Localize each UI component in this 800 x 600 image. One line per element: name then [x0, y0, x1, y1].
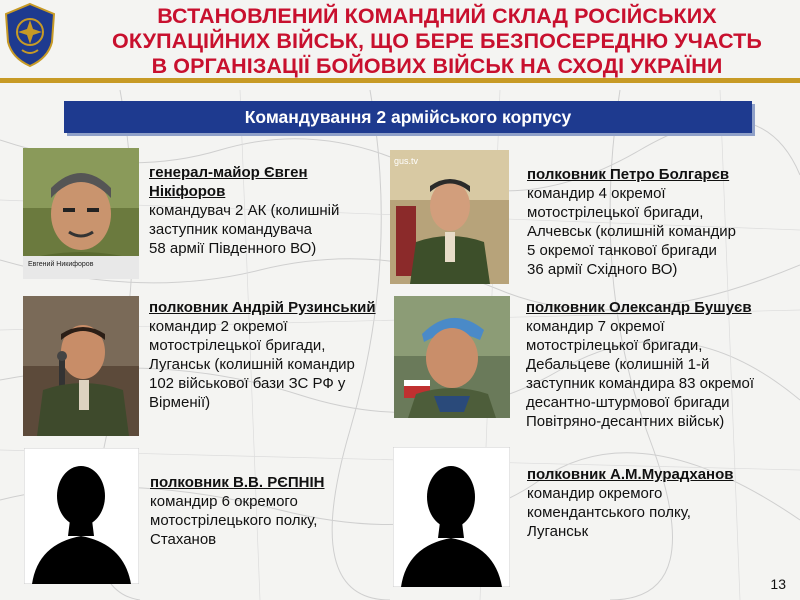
photo-caption-bolgarev: gus.tv — [394, 156, 419, 166]
header-divider — [0, 78, 800, 83]
page-number: 13 — [770, 576, 786, 592]
officer-photo-nikiforov — [23, 148, 139, 279]
officer-photo-ruzinsky — [23, 296, 139, 436]
officer-name: генерал-майор Євген Нікіфоров — [149, 164, 308, 200]
officer-description: командир 4 окремої мотострілецької бригади, Алчевськ (колишній командир 5 окремої танкової бригади 36 армії Східного ВО) — [527, 185, 736, 278]
officer-name: полковник В.В. РЄПНІН — [150, 474, 325, 491]
officer-description: командувач 2 АК (колишній заступник командувача 58 армії Південного ВО) — [149, 202, 340, 257]
title-line-1: ВСТАНОВЛЕНИЙ КОМАНДНИЙ СКЛАД РОСІЙСЬКИХ — [157, 4, 717, 28]
intelligence-emblem-icon — [2, 2, 58, 68]
officer-silhouette-repnin — [24, 448, 139, 584]
officer-description: командир окремого комендантського полку, Луганськ — [527, 485, 691, 540]
officer-bio — [526, 298, 786, 431]
officer-bio — [149, 163, 379, 258]
officer-photo-bolgarev — [390, 150, 509, 284]
title-line-2: ОКУПАЦІЙНИХ ВІЙСЬК, ЩО БЕРЕ БЕЗПОСЕРЕДНЮ УЧАСТЬ — [112, 29, 762, 53]
officer-silhouette-muradkhanov — [393, 447, 510, 587]
officer-name: полковник А.М.Мурадханов — [527, 466, 734, 483]
officer-description: командир 6 окремого мотострілецького полку, Стаханов — [150, 493, 318, 548]
officer-name: полковник Олександр Бушуєв — [526, 299, 752, 316]
section-title-bar: Командування 2 армійського корпусу — [64, 101, 752, 133]
officer-description: командир 2 окремої мотострілецької бригади, Луганськ (колишній командир 102 військової бази ЗС РФ у Вірменії) — [149, 318, 355, 411]
officer-name: полковник Петро Болгарєв — [527, 166, 730, 183]
officer-bio — [149, 298, 384, 412]
officer-bio — [527, 465, 767, 541]
page-title — [92, 4, 782, 79]
title-line-3: В ОРГАНІЗАЦІЇ БОЙОВИХ ВІЙСЬК НА СХОДІ УКРАЇНИ — [151, 54, 723, 78]
photo-caption-nikiforov: Евгений Никифоров — [28, 261, 94, 268]
officer-name: полковник Андрій Рузинський — [149, 299, 376, 316]
officer-description: командир 7 окремої мотострілецької бригади, Дебальцеве (колишній 1-й заступник командира 83 окремої десантно-штурмової бригади Повітряно-десантних військ) — [526, 318, 755, 430]
officer-bio — [527, 165, 787, 279]
officer-photo-bushuev — [394, 296, 510, 418]
officer-bio — [150, 473, 380, 549]
